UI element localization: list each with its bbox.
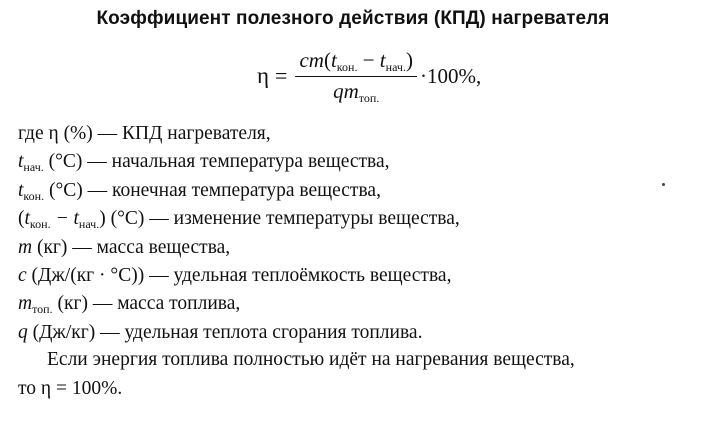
num-open: (	[323, 48, 331, 72]
scan-speck	[662, 183, 665, 186]
def-desc: (Дж/(кг · °С)) — удельная теплоёмкость вещества,	[26, 264, 452, 286]
def-symbol: m	[18, 293, 33, 315]
def-symbol: t	[24, 208, 30, 230]
num-c: c	[299, 48, 309, 72]
def-mid: − t	[50, 208, 79, 230]
def-sub: кон.	[29, 217, 51, 232]
formula-multiplier: ·100%,	[419, 63, 482, 88]
def-desc: (кг) — масса вещества,	[32, 236, 231, 258]
def-symbol: t	[18, 179, 24, 201]
num-sub2: нач.	[385, 60, 406, 74]
definition-line	[18, 234, 698, 262]
def-desc: ) (°С) — изменение температуры вещества,	[99, 208, 460, 230]
def-symbol: t	[18, 151, 24, 173]
definition-line	[18, 319, 698, 347]
den-m: m	[343, 79, 359, 103]
formula-denominator	[333, 77, 379, 104]
definition-line	[18, 177, 698, 205]
page-title: Коэффициент полезного действия (КПД) нагревателя	[96, 8, 610, 29]
definitions-list	[18, 120, 698, 347]
note-line-2: то η = 100%.	[18, 378, 123, 399]
def-pre: где	[18, 123, 49, 144]
def-pre: (	[18, 208, 25, 230]
den-sub: топ.	[358, 91, 380, 105]
def-symbol: m	[18, 236, 33, 258]
def-desc: (°С) — начальная температура вещества,	[43, 151, 390, 173]
formula-fraction	[295, 48, 417, 104]
formula-eta: η	[257, 63, 270, 88]
num-t2: t	[379, 48, 386, 72]
def-desc: (°С) — конечная температура вещества,	[44, 179, 381, 201]
def-sub: кон.	[23, 188, 45, 203]
definition-line	[18, 148, 698, 176]
num-sub1: кон.	[336, 60, 358, 74]
definition-line	[18, 120, 698, 148]
num-m: m	[308, 48, 324, 72]
note-paragraph	[18, 345, 698, 403]
def-symbol: q	[18, 321, 28, 343]
def-desc: (Дж/кг) — удельная теплота сгорания топлива.	[27, 321, 423, 343]
def-sub2: нач.	[78, 217, 100, 232]
num-close: )	[405, 48, 413, 72]
def-sub: топ.	[32, 302, 53, 317]
formula-numerator	[295, 48, 417, 77]
definition-line	[18, 205, 698, 233]
formula-equals: =	[275, 63, 288, 88]
def-desc: (%) — КПД нагревателя,	[58, 123, 271, 144]
def-symbol: c	[18, 264, 27, 286]
num-t1: t	[330, 48, 337, 72]
def-sub: нач.	[23, 160, 44, 175]
num-minus: −	[357, 48, 380, 72]
den-q: q	[333, 79, 344, 103]
efficiency-formula	[257, 44, 481, 108]
definition-line	[18, 262, 698, 290]
def-symbol: η	[48, 123, 59, 144]
definition-line	[18, 290, 698, 318]
def-desc: (кг) — масса топлива,	[52, 293, 241, 315]
note-line-1: Если энергия топлива полностью идёт на нагревания вещества,	[47, 349, 575, 370]
